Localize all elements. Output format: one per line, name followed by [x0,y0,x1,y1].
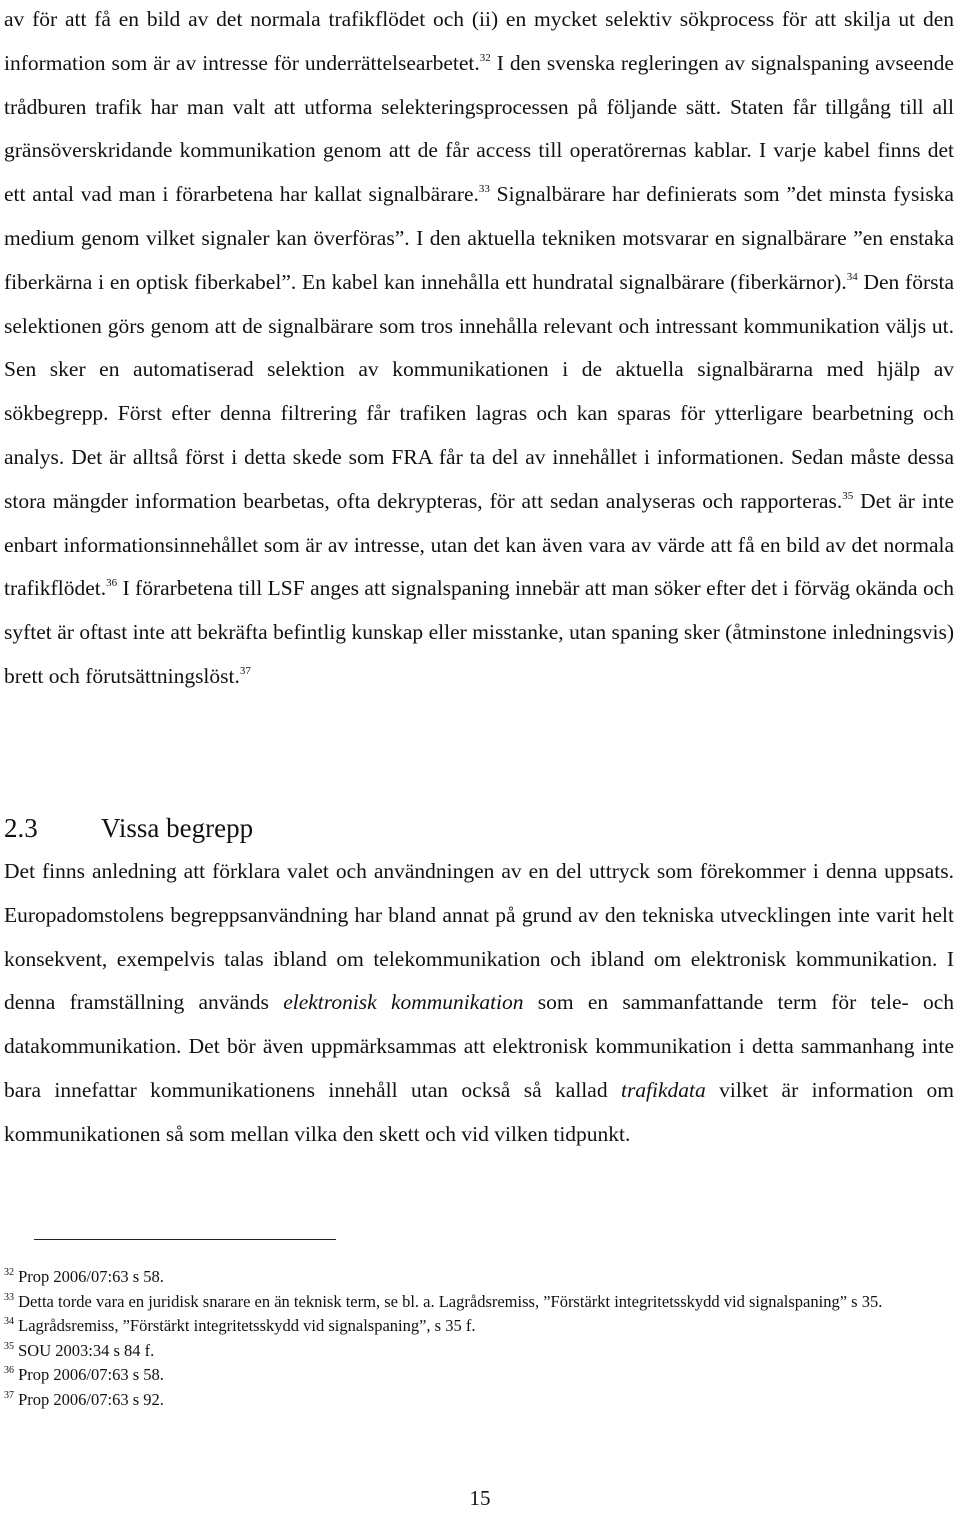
footnote-number: 32 [4,1267,14,1278]
footnote-number: 33 [4,1291,14,1303]
text-run: Signalbärare har definierats som ”det minsta fysiska medium genom vilket signaler kan överföras”. I den aktuella tekniken motsvarar en signalbärare ”en enstaka fiberkärna i en optisk fiberkabel”. En kabel kan innehålla ett hundratal signalbärare (fiberkärnor). [4,182,954,294]
page-number: 15 [469,1486,491,1510]
footnote-ref-34[interactable]: 34 [846,270,858,283]
footnote-item [4,1265,954,1290]
text-run: av för att få en bild av det normala trafikflödet och (ii) en mycket selektiv sökprocess för att skilja ut den information som är av intresse för underrättelsearbetet. [4,7,954,75]
footnote-number: 35 [4,1340,14,1352]
footnote-text: Prop 2006/07:63 s 92. [18,1389,164,1409]
text-run: Det finns anledning att förklara valet och användningen av en del uttryck som förekommer i denna uppsats. Europadomstolens begreppsanvändning har bland annat på grund av den tekniska utvecklingen inte varit helt konsekvent, exempelvis talas ibland om telekommunikation och ibland om elektronisk kommunikation. I denna framställning används [4,859,954,1015]
section-heading [4,805,253,851]
footnote-number: 37 [4,1389,14,1401]
text-run: I förarbetena till LSF anges att signalspaning innebär att man söker efter det i förväg okända och syftet är oftast inte att bekräfta befintlig kunskap eller misstanke, utan spaning sker (åtminstone inledningsvis) brett och förutsättningslöst. [4,576,954,688]
emphasis-term: elektronisk kommunikation [283,990,524,1015]
footnote-item [4,1363,954,1388]
footnote-ref-35[interactable]: 35 [842,489,854,502]
footnote-text: Prop 2006/07:63 s 58. [18,1365,164,1384]
footnote-ref-37[interactable]: 37 [239,664,251,677]
footnote-separator [34,1239,336,1240]
footnote-text: SOU 2003:34 s 84 f. [18,1340,155,1360]
footnote-text: Detta torde vara en juridisk snarare en än teknisk term, se bl. a. Lagrådsremiss, ”Förstärkt integritetsskydd vid signalspaning” s 35. [18,1291,883,1311]
emphasis-term: trafikdata [620,1077,706,1102]
text-run: Det är inte enbart informationsinnehållet som är av intresse, utan det kan även vara av värde att få en bild av det normala trafikflödet. [4,488,954,601]
text-run: som en sammanfattande term för tele- och datakommunikation. Det bör även uppmärksammas att elektronisk kommunikation i detta sammanhang inte bara innefattar kommunikationens innehåll utan också så kallad [4,990,954,1102]
section-title: Vissa begrepp [101,813,254,843]
footnotes [4,1265,954,1412]
footnote-ref-33[interactable]: 33 [478,183,490,196]
footnote-text: Lagrådsremiss, ”Förstärkt integritetsskydd vid signalspaning”, s 35 f. [18,1316,476,1335]
footnote-ref-32[interactable]: 32 [479,51,491,64]
footnote-item [4,1339,954,1364]
text-run: I den svenska regleringen av signalspaning avseende trådburen trafik har man valt att utforma selekteringsprocessen på följande sätt. Staten får tillgång till all gränsöverskridande kommunikation genom att de får access till operatörernas kablar. I varje kabel finns det ett antal vad man i förarbetena har kallat signalbärare. [4,50,954,207]
footnote-item [4,1290,954,1315]
footnote-item [4,1388,954,1413]
footnote-number: 34 [4,1316,14,1327]
text-run: vilket är information om kommunikationen så som mellan vilka den skett och vid vilken tidpunkt. [4,1077,954,1146]
body-paragraph-1 [4,0,954,699]
footnote-ref-36[interactable]: 36 [106,577,118,590]
body-paragraph-2 [4,850,954,1157]
footnote-text: Prop 2006/07:63 s 58. [18,1267,164,1286]
text-run: Den första selektionen görs genom att de signalbärare som tros innehålla relevant och intressant kommunikation väljs ut. Sen sker en automatiserad selektion av kommunikationen i de aktuella signalbärarna med hjälp av sökbegrepp. Först efter denna filtrering får trafiken lagras och kan sparas för ytterligare bearbetning och analys. Det är alltså först i detta skede som FRA får ta del av innehållet i informationen. Sedan måste dessa stora mängder information bearbetas, ofta dekrypteras, för att sedan analyseras och rapporteras. [4,269,954,513]
footnote-number: 36 [4,1365,14,1376]
footnote-item [4,1314,954,1339]
section-number: 2.3 [4,813,38,843]
